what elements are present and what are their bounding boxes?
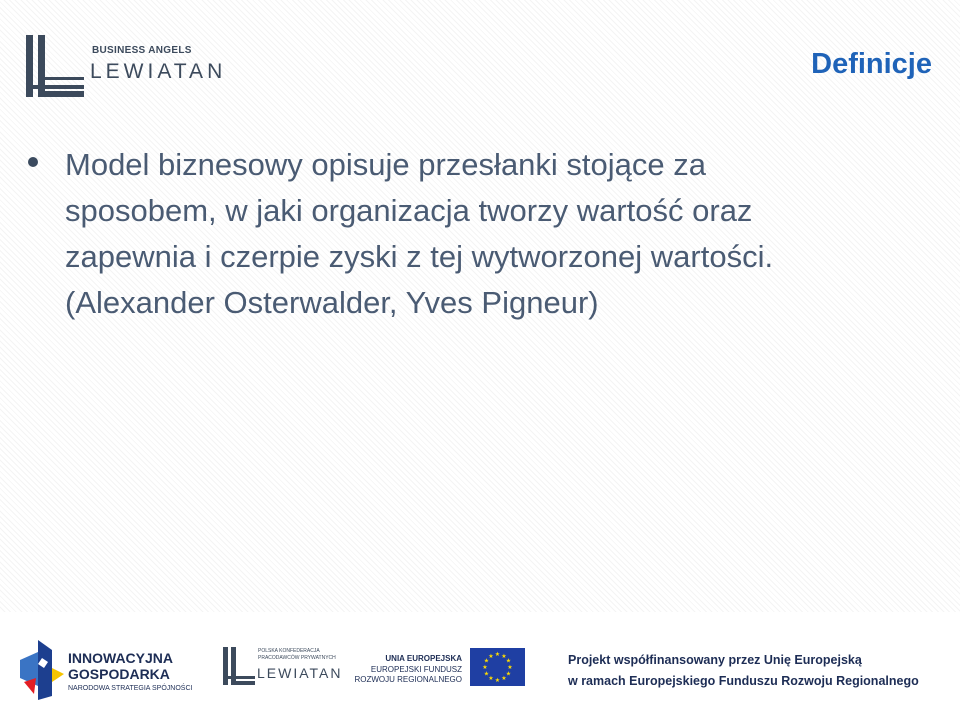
pkpp-line2: PRACODAWCÓW PRYWATNYCH: [258, 655, 336, 661]
lewiatan-logo-mark-icon: [24, 33, 86, 99]
svg-text:★: ★: [483, 670, 490, 678]
svg-text:★: ★: [483, 657, 490, 665]
gospodarka-text: GOSPODARKA: [68, 666, 170, 682]
logo-subtitle: BUSINESS ANGELS: [92, 45, 192, 56]
svg-text:★: ★: [505, 657, 512, 665]
svg-text:★: ★: [501, 653, 507, 660]
eu-text-line1: UNIA EUROPEJSKA: [385, 654, 462, 663]
footer-logos-bar: [0, 612, 960, 720]
cofinancing-line1: Projekt współfinansowany przez Unię Europejską: [568, 653, 862, 667]
lewiatan-small-mark-icon: [222, 646, 256, 686]
slide-content: [28, 142, 908, 326]
svg-text:★: ★: [507, 664, 513, 671]
eu-flag-icon: [470, 648, 525, 686]
eu-text-line2: EUROPEJSKI FUNDUSZ: [370, 665, 462, 674]
pkpp-lewiatan-logo: [222, 646, 352, 696]
bullet-text: Model biznesowy opisuje przesłanki stojące za sposobem, w jaki organizacja tworzy wartość oraz zapewnia i czerpie zyski z tej wytworzonej wartości. (Alexander Osterwalder, Yves Pigneur): [65, 147, 774, 320]
svg-text:★: ★: [494, 651, 501, 658]
svg-text:★: ★: [501, 675, 507, 682]
eu-fund-logo: [354, 648, 538, 698]
innowacyjna-text: INNOWACYJNA: [68, 650, 174, 666]
slide-title: Definicje: [811, 48, 932, 80]
logo-wordmark: LEWIATAN: [90, 60, 227, 83]
bullet-dot-icon: [28, 157, 38, 167]
svg-text:★: ★: [488, 653, 494, 660]
svg-text:★: ★: [488, 675, 494, 682]
cofinancing-note: [568, 650, 948, 692]
svg-text:★: ★: [494, 677, 501, 684]
business-angels-logo: [24, 33, 244, 99]
svg-text:★: ★: [482, 664, 488, 671]
eu-text-line3: ROZWOJU REGIONALNEGO: [354, 675, 462, 684]
cofinancing-line2: w ramach Europejskiego Funduszu Rozwoju Regionalnego: [568, 674, 919, 688]
bullet-item: [28, 142, 908, 326]
strategia-text: NARODOWA STRATEGIA SPÓJNOŚCI: [68, 685, 193, 692]
innowacyjna-gospodarka-emblem-icon: [16, 638, 66, 702]
pkpp-line1: POLSKA KONFEDERACJA: [258, 648, 320, 654]
svg-text:★: ★: [505, 670, 512, 678]
innowacyjna-gospodarka-logo: [16, 638, 206, 708]
pkpp-wordmark: LEWIATAN: [257, 665, 343, 681]
